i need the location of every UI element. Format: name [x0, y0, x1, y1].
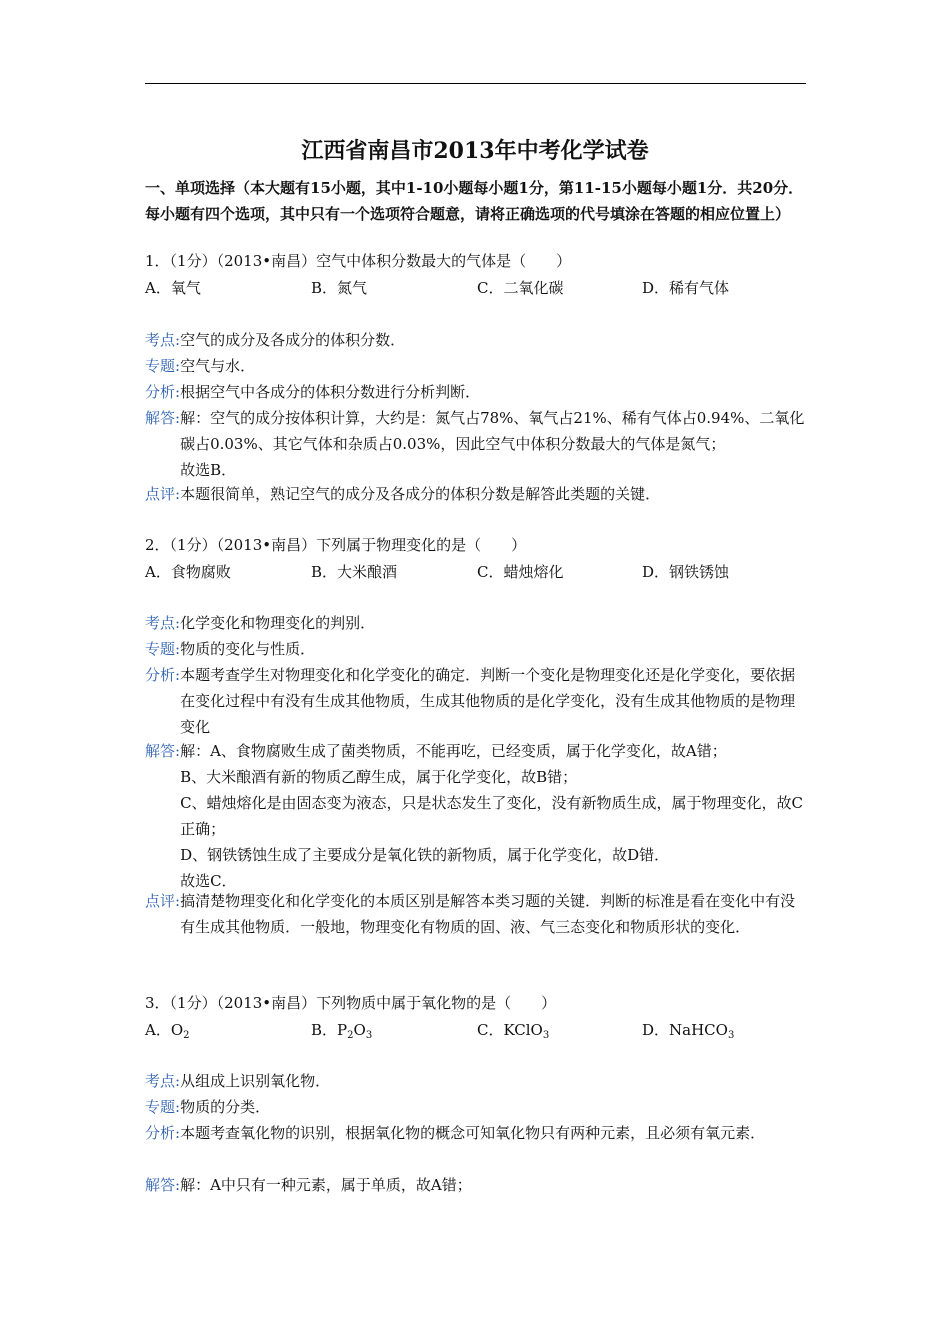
dianping-label: 点评:: [145, 892, 181, 910]
page-title: 江西省南昌市2013年中考化学试卷: [301, 138, 649, 164]
kaodian-text: 空气的成分及各成分的体积分数．: [180, 331, 406, 349]
fenxi-label: 分析:: [145, 383, 181, 401]
dianping-text: 本题很简单，熟记空气的成分及各成分的体积分数是解答此类题的关键．: [180, 485, 661, 503]
kaodian-text: 化学变化和物理变化的判别．: [180, 614, 376, 632]
fenxi-text: 本题考查氧化物的识别，根据氧化物的概念可知氧化物只有两种元素，且必须有氧元素．: [180, 1124, 766, 1142]
q2-fenxi: [145, 662, 810, 740]
jieda-line: 故选B．: [180, 461, 237, 479]
fenxi-label: 分析:: [145, 1124, 181, 1142]
section-heading: 一、单项选择（本大题有15小题，其中1-10小题每小题1分，第11-15小题每小题1分．共20分．每小题有四个选项，其中只有一个选项符合题意，请将正确选项的代号填涂在答题的相应位置上）: [145, 179, 804, 223]
question-1-options: [145, 275, 810, 301]
zhuanti-label: 专题:: [145, 640, 181, 658]
dianping-text: 搞清楚物理变化和化学变化的本质区别是解答本类习题的关键．判断的标准是看在变化中有没有生成其他物质．一般地，物理变化有物质的固、液、气三态变化和物质形状的变化．: [180, 892, 796, 936]
zhuanti-label: 专题:: [145, 1098, 181, 1116]
option-d: D．钢铁锈蚀: [642, 563, 730, 581]
jieda-label: 解答:: [145, 1176, 181, 1194]
jieda-line: D、钢铁锈蚀生成了主要成分是氧化铁的新物质，属于化学变化，故D错．: [180, 846, 670, 864]
zhuanti-text: 物质的分类．: [180, 1098, 271, 1116]
option-c: C．KClO$_3$: [477, 1021, 550, 1041]
jieda-line: 解：A、食物腐败生成了菌类物质，不能再吃，已经变质，属于化学变化，故A错；: [180, 742, 727, 760]
q1-dianping: [145, 481, 810, 507]
kaodian-label: 考点:: [145, 331, 181, 349]
q1-jieda: [145, 405, 810, 483]
option-c: C．二氧化碳: [477, 279, 564, 297]
option-a: A．食物腐败: [145, 563, 231, 581]
jieda-line: 故选C．: [180, 872, 237, 890]
jieda-line: 解：A中只有一种元素，属于单质，故A错；: [180, 1176, 472, 1194]
q1-fenxi: [145, 379, 810, 405]
option-d: D．稀有气体: [642, 279, 730, 297]
option-b: B．大米酿酒: [311, 563, 398, 581]
jieda-line: C、蜡烛熔化是由固态变为液态，只是状态发生了变化，没有新物质生成，属于物理变化，故C正确；: [180, 794, 804, 838]
q3-jieda: [145, 1172, 810, 1198]
fenxi-label: 分析:: [145, 666, 181, 684]
q3-fenxi: [145, 1120, 810, 1146]
kaodian-text: 从组成上识别氧化物．: [180, 1072, 331, 1090]
fenxi-text: 本题考查学生对物理变化和化学变化的确定．判断一个变化是物理变化还是化学变化，要依据在变化过程中有没有生成其他物质，生成其他物质的是化学变化，没有生成其他物质的是物理变化: [180, 666, 796, 736]
question-2-options: [145, 559, 810, 585]
kaodian-label: 考点:: [145, 1072, 181, 1090]
q2-kaodian: [145, 610, 810, 636]
option-b: B．氮气: [311, 279, 368, 297]
zhuanti-label: 专题:: [145, 357, 181, 375]
zhuanti-text: 空气与水．: [180, 357, 256, 375]
question-3-options: [145, 1017, 810, 1043]
option-d: D．NaHCO$_3$: [642, 1021, 735, 1041]
header-rule: [145, 83, 806, 84]
q3-kaodian: [145, 1068, 810, 1094]
jieda-line: 解：空气的成分按体积计算，大约是：氮气占78%、氧气占21%、稀有气体占0.94%、二氧化碳占0.03%、其它气体和杂质占0.03%，因此空气中体积分数最大的气体是氮气；: [180, 409, 805, 453]
q2-dianping: [145, 888, 810, 940]
q1-zhuanti: [145, 353, 810, 379]
jieda-label: 解答:: [145, 742, 181, 760]
fenxi-text: 根据空气中各成分的体积分数进行分析判断．: [180, 383, 481, 401]
dianping-label: 点评:: [145, 485, 181, 503]
zhuanti-text: 物质的变化与性质．: [180, 640, 316, 658]
jieda-line: B、大米酿酒有新的物质乙醇生成，属于化学变化，故B错；: [180, 768, 578, 786]
option-a: A．氧气: [145, 279, 201, 297]
q2-zhuanti: [145, 636, 810, 662]
option-a: A．$O_2$: [145, 1021, 190, 1041]
question-1-stem: 1．（1分）（2013•南昌）空气中体积分数最大的气体是（ ）: [145, 252, 572, 270]
q1-kaodian: [145, 327, 810, 353]
option-c: C．蜡烛熔化: [477, 563, 564, 581]
question-3-stem: 3．（1分）（2013•南昌）下列物质中属于氧化物的是（ ）: [145, 994, 557, 1012]
option-b: B．$P_2O_3$: [311, 1021, 373, 1041]
jieda-label: 解答:: [145, 409, 181, 427]
q2-jieda: [145, 738, 810, 894]
q3-zhuanti: [145, 1094, 810, 1120]
question-2-stem: 2．（1分）（2013•南昌）下列属于物理变化的是（ ）: [145, 536, 527, 554]
kaodian-label: 考点:: [145, 614, 181, 632]
